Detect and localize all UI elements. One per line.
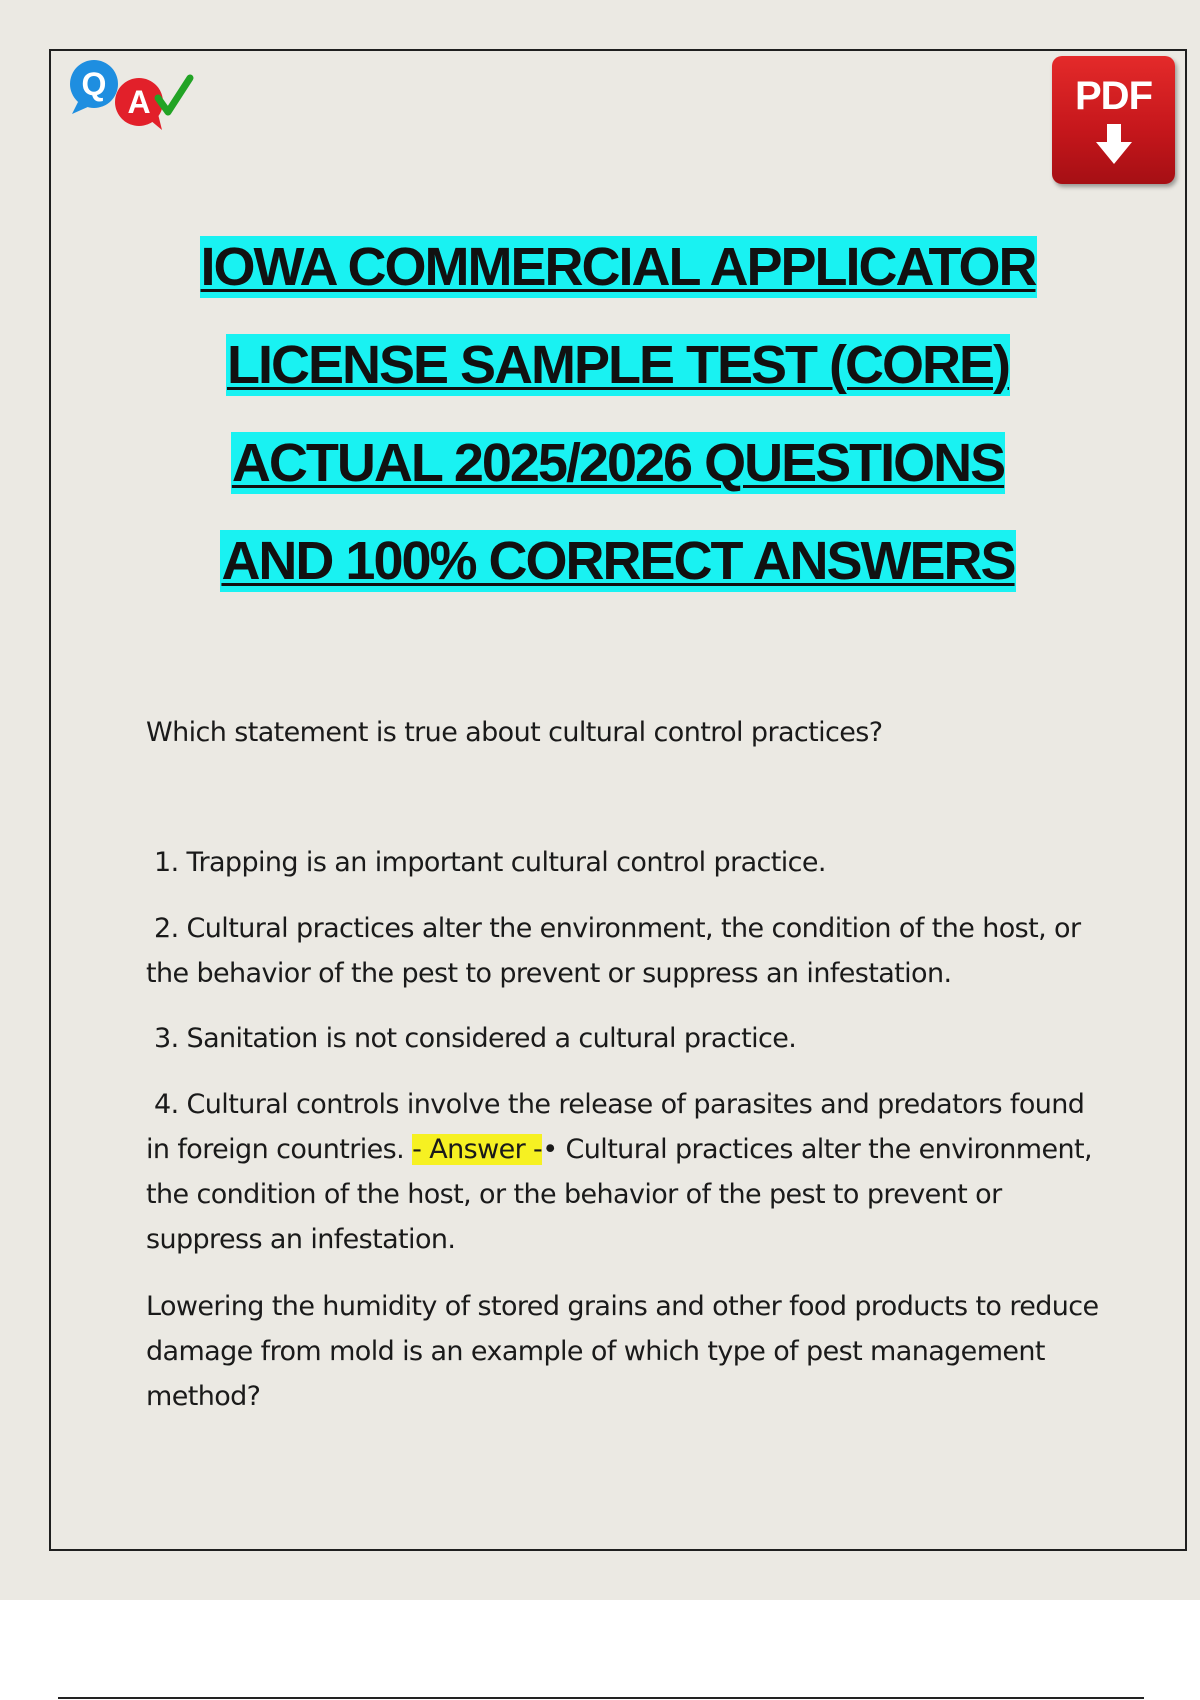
pdf-download-badge[interactable] (1052, 56, 1175, 184)
answer-marker: - Answer - (412, 1134, 543, 1165)
footer-divider (58, 1697, 1144, 1699)
answer-text: • Cultural practices alter the environment, the condition of the host, or the behavior of the pest to prevent or suppress an infestation. (146, 1134, 1093, 1255)
option-4-with-answer (146, 1082, 1106, 1262)
title-line-1: IOWA COMMERCIAL APPLICATOR (200, 237, 1036, 297)
question-2-text: Lowering the humidity of stored grains and other food products to reduce damage from mold is an example of which type of pest management method? (146, 1291, 1099, 1412)
title-line-4: AND 100% CORRECT ANSWERS (221, 531, 1015, 591)
pdf-label: PDF (1075, 74, 1152, 118)
download-arrow-icon (1092, 122, 1136, 166)
title-line-2: LICENSE SAMPLE TEST (CORE) (226, 335, 1010, 395)
qa-check-logo-icon (66, 54, 196, 134)
question-1-text: Which statement is true about cultural control practices? (146, 717, 883, 748)
title-line-3: ACTUAL 2025/2026 QUESTIONS (231, 433, 1005, 493)
option-2: 2. Cultural practices alter the environment, the condition of the host, or the behavior of the pest to prevent or suppress an infestation. (146, 913, 1081, 989)
option-3: 3. Sanitation is not considered a cultural practice. (154, 1023, 797, 1054)
option-4-text: 4. Cultural controls involve the release of parasites and predators found in foreign countries. (146, 1089, 1085, 1165)
svg-text:A: A (127, 84, 151, 120)
svg-text:Q: Q (81, 66, 107, 102)
document-title (49, 236, 1187, 628)
option-1: 1. Trapping is an important cultural control practice. (154, 847, 826, 878)
